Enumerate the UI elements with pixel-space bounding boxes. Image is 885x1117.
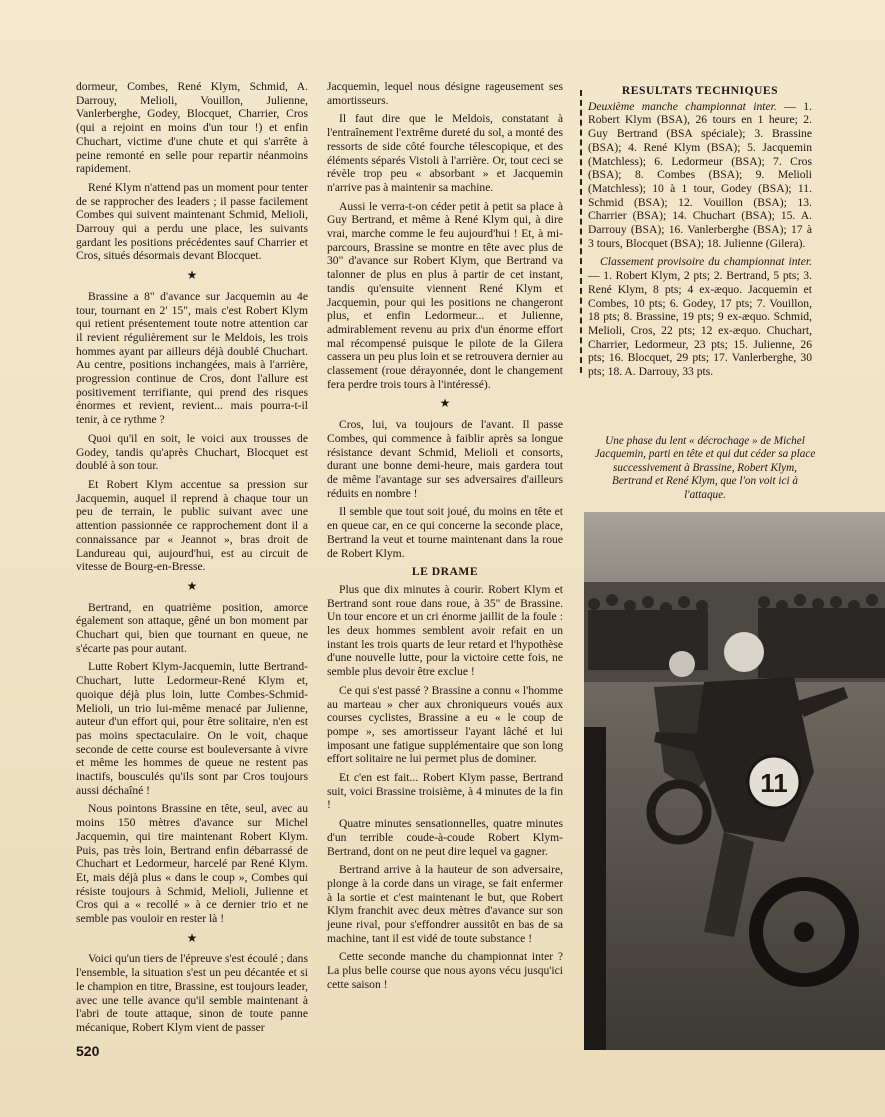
- paragraph: Quatre minutes sensationnelles, quatre minutes d'un terrible coude-à-coude Robert Klym-Bertrand, dont on ne peut dire lequel va gagner.: [327, 817, 563, 858]
- paragraph: René Klym n'attend pas un moment pour tenter de se rapprocher des leaders ; il passe facilement Combes qui suivent maintenant Schmid, Melioli, Darrouy qui a perdu une place, les suivants gardant les positions précédentes sauf Charrier et Cros, situés désormais devant Blocquet.: [76, 180, 308, 263]
- results-label: Deuxième manche championnat inter.: [588, 99, 777, 113]
- paragraph: Lutte Robert Klym-Jacquemin, lutte Bertrand-Chuchart, lutte Ledormeur-René Klym et, quoique déjà plus loin, lutte Combes-Schmid-Melioli, un trio lui-même menacé par Julienne, auteur d'un effort qui, pour être solitaire, n'en est pas moins spectaculaire. On le voit, chaque seconde de cette course est bouleversante à vivre et même les hommes de queue ne restent pas inactifs, bousculés qu'ils sont par Cros toujours aussi déchaîné !: [76, 660, 308, 797]
- championship-standings: [588, 255, 812, 378]
- paragraph: Cette seconde manche du championnat inter ? La plus belle course que nous ayons vécu jusqu'ici cette saison !: [327, 950, 563, 991]
- paragraph: Cros, lui, va toujours de l'avant. Il passe Combes, qui commence à faiblir après sa longue résistance devant Schmid, Melioli et consorts, durant une bonne demi-heure, mais gardera tout de même l'avantage sur ses adversaires d'ailleurs réduits en nombre !: [327, 418, 563, 500]
- paragraph: Ce qui s'est passé ? Brassine a connu « l'homme au marteau » cher aux chroniqueurs voués aux courses cyclistes, Brassine a eu « le coup de pompe », ses amortisseur l'ayant lâché et lui imposant une fatigue supplémentaire que son long effort solitaire ne lui permet plus de dominer.: [327, 683, 563, 766]
- star-separator: ★: [186, 268, 198, 283]
- results-title: RESULTATS TECHNIQUES: [621, 84, 779, 97]
- motocross-photo: [584, 512, 885, 1050]
- results-box: [580, 84, 812, 379]
- paragraph: Voici qu'un tiers de l'épreuve s'est écoulé ; dans l'ensemble, la situation s'est un peu décantée et si le champion en titre, Brassine, est toujours leader, avec une telle avance qu'il semble maintenant à l'abri de toute attaque, sinon de toute panne mécanique, Robert Klym vient de passer: [76, 952, 308, 1034]
- paragraph: Jacquemin, lequel nous désigne rageusement ses amortisseurs.: [327, 80, 563, 107]
- photo-caption: Une phase du lent « décrochage » de Michel Jacquemin, parti en tête et qui dut céder sa place successivement à Brassine, Robert Klym, Bertrand et René Klym, que l'on voit ici à l'attaque.: [594, 435, 816, 501]
- text-column-1: [76, 80, 308, 1040]
- paragraph: Et c'en est fait... Robert Klym passe, Bertrand suit, voici Brassine troisième, à 4 minutes de la fin !: [327, 771, 563, 812]
- star-separator: ★: [186, 930, 198, 945]
- star-separator: ★: [439, 396, 451, 411]
- standings-text: — 1. Robert Klym, 2 pts; 2. Bertrand, 5 pts; 3. René Klym, 8 pts; 4 ex-æquo. Jacquemin et Combes, 10 pts; 6. Godey, 17 pts; 7. Vouillon, 18 pts; 8. Brassine, 19 pts; 9 ex-æquo. Schmid, Melioli, Cros, 22 pts; 12 ex-æquo. Chuchart, Charrier, Ledormeur, 23 pts; 15. Julienne, 26 pts; 16. Blocquet, 29 pts; 17. Vanlerberghe, 30 pts; 18. A. Darrouy, 33 pts.: [588, 269, 812, 379]
- page-number: 520: [76, 1043, 100, 1059]
- race-number: 11: [760, 768, 788, 798]
- paragraph: Bertrand, en quatrième position, amorce également son attaque, gêné un bon moment par Chuchart qui, bien que tournant en queue, ne s'écarte pas pour autant.: [76, 600, 308, 655]
- race-results: [588, 100, 812, 251]
- text-column-2: [327, 80, 563, 997]
- standings-label: Classement provisoire du championnat inter.: [600, 255, 812, 269]
- paragraph: Nous pointons Brassine en tête, seul, avec au moins 150 mètres d'avance sur Michel Jacquemin, qui tire maintenant Robert Klym. Puis, pas très loin, Bertrand enfin débarrassé de Chuchart et Ledormeur, harcelé par René Klym. Et, mais déjà plus « dans le coup », Combes qui résiste toujours à Schmid, Melioli, Julienne et Cros qui a « recollé » à ce dernier trio et ne semble pas vouloir en rester là !: [76, 802, 308, 926]
- results-column: [580, 80, 812, 384]
- paragraph: Bertrand arrive à la hauteur de son adversaire, plonge à la corde dans un virage, se fait enfermer à la sortie et c'est maintenant le but, que Robert Klym franchit avec deux mètres d'avance sur son jeune rival, pour s'effondrer aussitôt en bas de sa machine, tant il est vidé de toute substance !: [327, 863, 563, 945]
- paragraph: Il faut dire que le Meldois, constatant à l'entraînement l'extrême dureté du sol, a monté des ressorts de side côté fourche télescopique, et des éléments séparés Vistoli à l'arrière. Or, tout ceci se révèle trop peu « absorbant » et Jacquemin n'arrive pas à maintenir sa machine.: [327, 112, 563, 194]
- section-heading: LE DRAME: [411, 565, 479, 579]
- paragraph: Brassine a 8" d'avance sur Jacquemin au 4e tour, tournant en 2' 15", mais c'est Robert Klym qui retient présentement toute notre attention car il revient régulièrement sur le Meldois, les trois hommes ayant par ailleurs déjà doublé Chuchart. Au centre, positions inchangées, mais à l'arrière, progression continue de Cros, dont l'allure est positivement terrifiante, qui prend des risques énormes et revient, revient... mais pourra-t-il tenir, à ce rythme ?: [76, 289, 308, 427]
- paragraph: Et Robert Klym accentue sa pression sur Jacquemin, auquel il reprend à chaque tour un peu de terrain, le public suivant avec une attention passionnée ce rapprochement dont il a connaissance par « Jeannot », bras droit de Landureau qui, aujourd'hui, est au circuit de vitesse de Bourg-en-Bresse.: [76, 477, 308, 574]
- results-text: — 1. Robert Klym (BSA), 26 tours en 1 heure; 2. Guy Bertrand (BSA spéciale); 3. Brassine (BSA); 4. René Klym (BSA); 5. Jacquemin (Matchless); 6. Ledormeur (BSA); 7. Cros (BSA); 8. Combes (BSA); 9. Melioli (Matchless); 10 à 1 tour, Godey (BSA); 11. Schmid (BSA); 12. Vouillon (BSA); 13. Charrier (BSA); 14. Chuchart (BSA); 15. A. Darrouy (BSA); 16. Vanlerberghe (BSA); 17 à 3 tours, Blocquet (BSA); 18. Julienne (Gilera).: [588, 99, 812, 250]
- photo-illustration: [584, 512, 885, 1050]
- paragraph: Plus que dix minutes à courir. Robert Klym et Bertrand sont roue dans roue, à 35" de Brassine. Un tour encore et un cri énorme jaillit de la foule : les deux hommes semblent avoir refait en un instant les trois quarts de leur retard et l'hypothèse d'une nouvelle lutte, pour la victoire cette fois, ne semble plus devoir être exclue !: [327, 582, 563, 679]
- paragraph: dormeur, Combes, René Klym, Schmid, A. Darrouy, Melioli, Vouillon, Julienne, Vanlerberghe, Godey, Blocquet, Charrier, Cros (qui a rejoint en moins d'un tour !) et enfin Chuchart, victime d'une chute et qui s'arrête à peine remonté en selle pour repartir néanmoins rapidement.: [76, 80, 308, 176]
- paragraph: Quoi qu'il en soit, le voici aux trousses de Godey, tandis qu'après Chuchart, Blocquet est doublé à son tour.: [76, 431, 308, 473]
- star-separator: ★: [186, 578, 198, 593]
- paragraph: Il semble que tout soit joué, du moins en tête et en queue car, en ce qui concerne la seconde place, Bertrand la veut et tourne maintenant dans la roue de Robert Klym.: [327, 505, 563, 560]
- paragraph: Aussi le verra-t-on céder petit à petit sa place à Guy Bertrand, et même à René Klym qui, à dire vrai, marche comme le feu aujourd'hui ! Et, à mi-parcours, Brassine se montre en tête avec plus de 30" d'avance sur Robert Klym, que Bertrand va talonner de plus en plus à partir de cet instant, tandis qu'ensuite viennent René Klym et Jacquemin, pour qui les positions ne changeront plus, et enfin Ledormeur... et Julienne, admirablement revenu au prix d'un énorme effort mal récompensé puisque le pilote de la Gilera cassera un peu plus loin et se retrouvera dernier au classement (roue dérayonnée, dont le changement fera perdre trois tours à l'intéressé).: [327, 199, 563, 391]
